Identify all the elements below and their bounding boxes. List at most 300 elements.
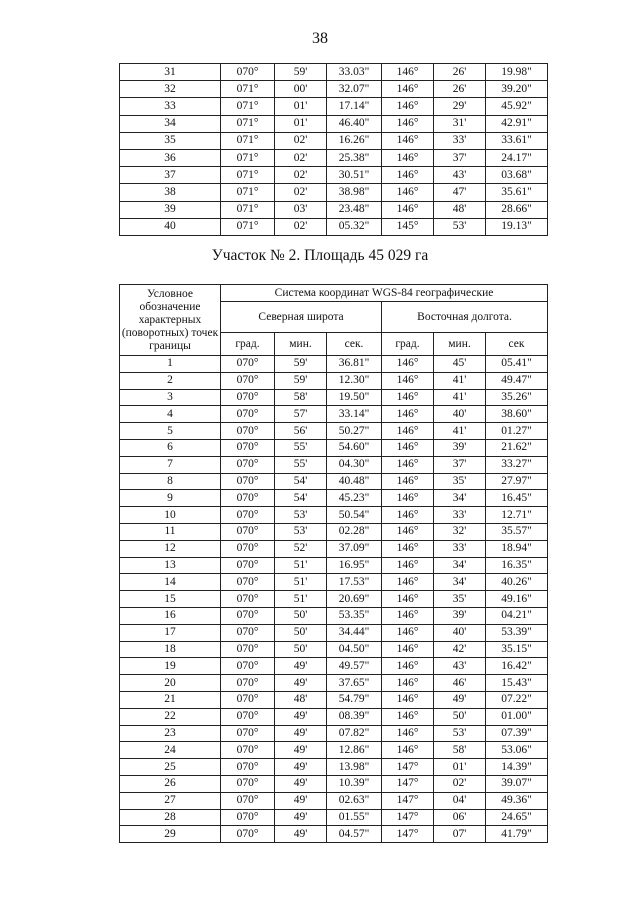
east-min-cell: 40' xyxy=(434,624,486,641)
table-row xyxy=(120,473,548,490)
north-deg-cell: 071° xyxy=(221,81,275,98)
east-sec-cell: 49.16" xyxy=(486,591,548,608)
east-deg-cell: 146° xyxy=(382,523,434,540)
east-deg-cell: 146° xyxy=(382,132,434,149)
north-sec-cell: 49.57" xyxy=(327,658,382,675)
north-deg-cell: 070° xyxy=(221,792,275,809)
east-min-cell: 33' xyxy=(434,507,486,524)
point-number-cell: 6 xyxy=(120,439,221,456)
north-min-cell: 00' xyxy=(275,81,327,98)
north-sec-cell: 33.14" xyxy=(327,406,382,423)
point-number-cell: 20 xyxy=(120,675,221,692)
point-number-cell: 8 xyxy=(120,473,221,490)
north-min-cell: 59' xyxy=(275,64,327,81)
table-row xyxy=(120,490,548,507)
north-deg-cell: 070° xyxy=(221,708,275,725)
east-min-cell: 26' xyxy=(434,81,486,98)
east-min-cell: 53' xyxy=(434,218,486,235)
east-min-cell: 39' xyxy=(434,607,486,624)
header-point-label: Условное обозначение характерных (поворотных) точек границы xyxy=(120,285,221,356)
east-min-cell: 46' xyxy=(434,675,486,692)
point-number-cell: 15 xyxy=(120,591,221,608)
north-sec-cell: 17.53" xyxy=(327,574,382,591)
point-number-cell: 21 xyxy=(120,691,221,708)
point-number-cell: 29 xyxy=(120,826,221,843)
north-min-cell: 49' xyxy=(275,809,327,826)
north-deg-cell: 070° xyxy=(221,607,275,624)
north-deg-cell: 071° xyxy=(221,132,275,149)
north-min-cell: 02' xyxy=(275,218,327,235)
north-sec-cell: 20.69" xyxy=(327,591,382,608)
north-min-cell: 50' xyxy=(275,624,327,641)
table-row xyxy=(120,389,548,406)
east-deg-cell: 146° xyxy=(382,591,434,608)
north-deg-cell: 070° xyxy=(221,641,275,658)
point-number-cell: 18 xyxy=(120,641,221,658)
east-deg-cell: 146° xyxy=(382,473,434,490)
north-min-cell: 50' xyxy=(275,641,327,658)
east-deg-cell: 147° xyxy=(382,809,434,826)
north-min-cell: 50' xyxy=(275,607,327,624)
header-coordinate-system: Система координат WGS-84 географические xyxy=(221,285,548,302)
point-number-cell: 2 xyxy=(120,372,221,389)
north-sec-cell: 02.63" xyxy=(327,792,382,809)
north-sec-cell: 34.44" xyxy=(327,624,382,641)
east-sec-cell: 03.68" xyxy=(486,167,548,184)
east-deg-cell: 146° xyxy=(382,406,434,423)
coordinates-table-section-2-body xyxy=(120,356,548,843)
table-row xyxy=(120,115,548,132)
east-sec-cell: 16.35" xyxy=(486,557,548,574)
east-min-cell: 43' xyxy=(434,167,486,184)
north-min-cell: 53' xyxy=(275,523,327,540)
east-deg-cell: 146° xyxy=(382,574,434,591)
point-number-cell: 24 xyxy=(120,742,221,759)
table-row xyxy=(120,574,548,591)
point-number-cell: 25 xyxy=(120,759,221,776)
table-row xyxy=(120,725,548,742)
east-deg-cell: 146° xyxy=(382,490,434,507)
east-deg-cell: 146° xyxy=(382,149,434,166)
east-min-cell: 39' xyxy=(434,439,486,456)
north-min-cell: 48' xyxy=(275,691,327,708)
north-sec-cell: 33.03" xyxy=(327,64,382,81)
table-row xyxy=(120,423,548,440)
east-deg-cell: 146° xyxy=(382,423,434,440)
table-row xyxy=(120,167,548,184)
north-sec-cell: 04.57" xyxy=(327,826,382,843)
east-min-cell: 40' xyxy=(434,406,486,423)
north-deg-cell: 070° xyxy=(221,540,275,557)
east-sec-cell: 53.39" xyxy=(486,624,548,641)
east-deg-cell: 146° xyxy=(382,708,434,725)
north-sec-cell: 10.39" xyxy=(327,775,382,792)
east-deg-cell: 146° xyxy=(382,557,434,574)
east-sec-cell: 41.79" xyxy=(486,826,548,843)
header-north-min: мин. xyxy=(275,333,327,356)
east-deg-cell: 146° xyxy=(382,658,434,675)
east-deg-cell: 146° xyxy=(382,167,434,184)
east-min-cell: 47' xyxy=(434,184,486,201)
east-deg-cell: 146° xyxy=(382,742,434,759)
north-sec-cell: 54.60" xyxy=(327,439,382,456)
north-sec-cell: 40.48" xyxy=(327,473,382,490)
coordinates-table-continued-body xyxy=(120,64,548,236)
north-deg-cell: 071° xyxy=(221,218,275,235)
east-min-cell: 50' xyxy=(434,708,486,725)
north-deg-cell: 070° xyxy=(221,742,275,759)
table-row xyxy=(120,540,548,557)
east-sec-cell: 07.22" xyxy=(486,691,548,708)
east-sec-cell: 01.00" xyxy=(486,708,548,725)
point-number-cell: 34 xyxy=(120,115,221,132)
east-deg-cell: 147° xyxy=(382,826,434,843)
north-min-cell: 57' xyxy=(275,406,327,423)
north-deg-cell: 070° xyxy=(221,64,275,81)
east-min-cell: 04' xyxy=(434,792,486,809)
table-row xyxy=(120,809,548,826)
north-sec-cell: 04.30" xyxy=(327,456,382,473)
north-sec-cell: 12.30" xyxy=(327,372,382,389)
east-deg-cell: 146° xyxy=(382,184,434,201)
north-deg-cell: 070° xyxy=(221,591,275,608)
north-min-cell: 49' xyxy=(275,708,327,725)
east-sec-cell: 35.26" xyxy=(486,389,548,406)
table-row xyxy=(120,218,548,235)
table-header xyxy=(120,285,548,356)
east-deg-cell: 146° xyxy=(382,115,434,132)
north-deg-cell: 070° xyxy=(221,507,275,524)
east-min-cell: 41' xyxy=(434,372,486,389)
east-min-cell: 26' xyxy=(434,64,486,81)
north-min-cell: 49' xyxy=(275,658,327,675)
north-sec-cell: 01.55" xyxy=(327,809,382,826)
east-deg-cell: 147° xyxy=(382,792,434,809)
east-min-cell: 35' xyxy=(434,591,486,608)
table-row xyxy=(120,372,548,389)
east-sec-cell: 19.13" xyxy=(486,218,548,235)
point-number-cell: 38 xyxy=(120,184,221,201)
east-min-cell: 35' xyxy=(434,473,486,490)
north-sec-cell: 13.98" xyxy=(327,759,382,776)
point-number-cell: 31 xyxy=(120,64,221,81)
north-sec-cell: 50.54" xyxy=(327,507,382,524)
east-sec-cell: 38.60" xyxy=(486,406,548,423)
east-sec-cell: 39.07" xyxy=(486,775,548,792)
north-sec-cell: 08.39" xyxy=(327,708,382,725)
point-number-cell: 23 xyxy=(120,725,221,742)
east-sec-cell: 18.94" xyxy=(486,540,548,557)
east-sec-cell: 27.97" xyxy=(486,473,548,490)
east-sec-cell: 12.71" xyxy=(486,507,548,524)
north-deg-cell: 070° xyxy=(221,523,275,540)
north-sec-cell: 25.38" xyxy=(327,149,382,166)
point-number-cell: 9 xyxy=(120,490,221,507)
east-sec-cell: 49.36" xyxy=(486,792,548,809)
north-sec-cell: 38.98" xyxy=(327,184,382,201)
north-deg-cell: 070° xyxy=(221,658,275,675)
east-sec-cell: 01.27" xyxy=(486,423,548,440)
north-min-cell: 02' xyxy=(275,132,327,149)
point-number-cell: 1 xyxy=(120,356,221,373)
table-row xyxy=(120,406,548,423)
coordinates-table-continued xyxy=(119,63,548,236)
north-deg-cell: 071° xyxy=(221,98,275,115)
east-min-cell: 07' xyxy=(434,826,486,843)
north-sec-cell: 45.23" xyxy=(327,490,382,507)
east-deg-cell: 146° xyxy=(382,456,434,473)
east-sec-cell: 45.92" xyxy=(486,98,548,115)
table-row xyxy=(120,792,548,809)
north-min-cell: 01' xyxy=(275,98,327,115)
north-deg-cell: 070° xyxy=(221,389,275,406)
header-east-min: мин. xyxy=(434,333,486,356)
east-sec-cell: 16.42" xyxy=(486,658,548,675)
east-min-cell: 58' xyxy=(434,742,486,759)
east-sec-cell: 19.98" xyxy=(486,64,548,81)
north-min-cell: 51' xyxy=(275,557,327,574)
east-deg-cell: 146° xyxy=(382,64,434,81)
table-row xyxy=(120,98,548,115)
point-number-cell: 39 xyxy=(120,201,221,218)
table-row xyxy=(120,742,548,759)
point-number-cell: 33 xyxy=(120,98,221,115)
east-sec-cell: 40.26" xyxy=(486,574,548,591)
header-north-sec: сек. xyxy=(327,333,382,356)
east-sec-cell: 33.27" xyxy=(486,456,548,473)
north-min-cell: 59' xyxy=(275,372,327,389)
north-sec-cell: 17.14" xyxy=(327,98,382,115)
point-number-cell: 27 xyxy=(120,792,221,809)
point-number-cell: 13 xyxy=(120,557,221,574)
east-min-cell: 06' xyxy=(434,809,486,826)
east-min-cell: 41' xyxy=(434,423,486,440)
north-deg-cell: 071° xyxy=(221,184,275,201)
point-number-cell: 26 xyxy=(120,775,221,792)
north-min-cell: 02' xyxy=(275,149,327,166)
east-min-cell: 34' xyxy=(434,557,486,574)
north-deg-cell: 070° xyxy=(221,691,275,708)
north-deg-cell: 070° xyxy=(221,439,275,456)
east-min-cell: 33' xyxy=(434,132,486,149)
east-sec-cell: 35.15" xyxy=(486,641,548,658)
east-sec-cell: 53.06" xyxy=(486,742,548,759)
table-row xyxy=(120,708,548,725)
east-sec-cell: 42.91" xyxy=(486,115,548,132)
north-min-cell: 02' xyxy=(275,167,327,184)
north-sec-cell: 19.50" xyxy=(327,389,382,406)
east-deg-cell: 146° xyxy=(382,439,434,456)
east-min-cell: 31' xyxy=(434,115,486,132)
point-number-cell: 32 xyxy=(120,81,221,98)
section-title: Участок № 2. Площадь 45 029 га xyxy=(211,247,429,264)
north-sec-cell: 50.27" xyxy=(327,423,382,440)
east-min-cell: 41' xyxy=(434,389,486,406)
table-row xyxy=(120,624,548,641)
east-deg-cell: 146° xyxy=(382,691,434,708)
table-row xyxy=(120,81,548,98)
east-sec-cell: 14.39" xyxy=(486,759,548,776)
north-sec-cell: 02.28" xyxy=(327,523,382,540)
table-row xyxy=(120,356,548,373)
north-deg-cell: 070° xyxy=(221,356,275,373)
north-min-cell: 49' xyxy=(275,759,327,776)
north-sec-cell: 16.26" xyxy=(327,132,382,149)
east-deg-cell: 146° xyxy=(382,201,434,218)
north-min-cell: 55' xyxy=(275,439,327,456)
north-deg-cell: 071° xyxy=(221,149,275,166)
north-sec-cell: 05.32" xyxy=(327,218,382,235)
east-deg-cell: 145° xyxy=(382,218,434,235)
east-min-cell: 43' xyxy=(434,658,486,675)
table-row xyxy=(120,591,548,608)
table-row xyxy=(120,507,548,524)
north-deg-cell: 070° xyxy=(221,775,275,792)
north-min-cell: 02' xyxy=(275,184,327,201)
coordinates-table-section-2 xyxy=(119,284,548,843)
north-min-cell: 51' xyxy=(275,591,327,608)
table-row xyxy=(120,826,548,843)
table-row xyxy=(120,149,548,166)
north-deg-cell: 070° xyxy=(221,557,275,574)
north-min-cell: 49' xyxy=(275,775,327,792)
header-north-deg: град. xyxy=(221,333,275,356)
east-sec-cell: 21.62" xyxy=(486,439,548,456)
north-sec-cell: 23.48" xyxy=(327,201,382,218)
east-min-cell: 32' xyxy=(434,523,486,540)
east-min-cell: 37' xyxy=(434,456,486,473)
east-deg-cell: 147° xyxy=(382,775,434,792)
table-row xyxy=(120,523,548,540)
table-row xyxy=(120,691,548,708)
east-min-cell: 34' xyxy=(434,490,486,507)
header-east-deg: град. xyxy=(382,333,434,356)
east-min-cell: 42' xyxy=(434,641,486,658)
north-sec-cell: 32.07" xyxy=(327,81,382,98)
east-deg-cell: 146° xyxy=(382,607,434,624)
east-sec-cell: 35.57" xyxy=(486,523,548,540)
north-sec-cell: 37.65" xyxy=(327,675,382,692)
north-sec-cell: 37.09" xyxy=(327,540,382,557)
point-number-cell: 19 xyxy=(120,658,221,675)
east-sec-cell: 07.39" xyxy=(486,725,548,742)
east-deg-cell: 146° xyxy=(382,675,434,692)
east-sec-cell: 15.43" xyxy=(486,675,548,692)
north-sec-cell: 46.40" xyxy=(327,115,382,132)
north-min-cell: 56' xyxy=(275,423,327,440)
north-deg-cell: 070° xyxy=(221,826,275,843)
east-deg-cell: 146° xyxy=(382,98,434,115)
north-min-cell: 49' xyxy=(275,742,327,759)
point-number-cell: 35 xyxy=(120,132,221,149)
north-min-cell: 55' xyxy=(275,456,327,473)
page-number: 38 xyxy=(312,30,328,47)
north-deg-cell: 070° xyxy=(221,624,275,641)
north-sec-cell: 54.79" xyxy=(327,691,382,708)
north-deg-cell: 070° xyxy=(221,372,275,389)
east-min-cell: 02' xyxy=(434,775,486,792)
north-min-cell: 59' xyxy=(275,356,327,373)
north-min-cell: 54' xyxy=(275,473,327,490)
table-row xyxy=(120,775,548,792)
north-sec-cell: 04.50" xyxy=(327,641,382,658)
east-deg-cell: 146° xyxy=(382,641,434,658)
east-deg-cell: 146° xyxy=(382,507,434,524)
point-number-cell: 40 xyxy=(120,218,221,235)
table-row xyxy=(120,456,548,473)
east-sec-cell: 39.20" xyxy=(486,81,548,98)
north-deg-cell: 070° xyxy=(221,423,275,440)
point-number-cell: 3 xyxy=(120,389,221,406)
east-min-cell: 33' xyxy=(434,540,486,557)
north-min-cell: 01' xyxy=(275,115,327,132)
table-row xyxy=(120,641,548,658)
east-deg-cell: 146° xyxy=(382,725,434,742)
table-row xyxy=(120,184,548,201)
point-number-cell: 4 xyxy=(120,406,221,423)
east-min-cell: 49' xyxy=(434,691,486,708)
north-sec-cell: 07.82" xyxy=(327,725,382,742)
table-row xyxy=(120,607,548,624)
table-row xyxy=(120,201,548,218)
table-row xyxy=(120,439,548,456)
north-min-cell: 49' xyxy=(275,675,327,692)
east-sec-cell: 49.47" xyxy=(486,372,548,389)
north-deg-cell: 071° xyxy=(221,201,275,218)
east-sec-cell: 35.61" xyxy=(486,184,548,201)
north-deg-cell: 070° xyxy=(221,456,275,473)
north-deg-cell: 070° xyxy=(221,809,275,826)
point-number-cell: 7 xyxy=(120,456,221,473)
north-sec-cell: 16.95" xyxy=(327,557,382,574)
north-min-cell: 49' xyxy=(275,725,327,742)
east-min-cell: 53' xyxy=(434,725,486,742)
east-min-cell: 29' xyxy=(434,98,486,115)
east-deg-cell: 146° xyxy=(382,624,434,641)
north-deg-cell: 070° xyxy=(221,473,275,490)
east-sec-cell: 24.65" xyxy=(486,809,548,826)
point-number-cell: 37 xyxy=(120,167,221,184)
north-sec-cell: 12.86" xyxy=(327,742,382,759)
header-east-sec: сек xyxy=(486,333,548,356)
north-deg-cell: 071° xyxy=(221,167,275,184)
north-deg-cell: 070° xyxy=(221,759,275,776)
north-min-cell: 58' xyxy=(275,389,327,406)
north-deg-cell: 070° xyxy=(221,725,275,742)
east-min-cell: 45' xyxy=(434,356,486,373)
east-sec-cell: 05.41" xyxy=(486,356,548,373)
east-min-cell: 48' xyxy=(434,201,486,218)
table-row xyxy=(120,759,548,776)
table-row xyxy=(120,64,548,81)
north-min-cell: 52' xyxy=(275,540,327,557)
point-number-cell: 16 xyxy=(120,607,221,624)
north-deg-cell: 070° xyxy=(221,574,275,591)
east-min-cell: 34' xyxy=(434,574,486,591)
north-deg-cell: 070° xyxy=(221,406,275,423)
point-number-cell: 17 xyxy=(120,624,221,641)
table-row xyxy=(120,132,548,149)
east-sec-cell: 28.66" xyxy=(486,201,548,218)
point-number-cell: 14 xyxy=(120,574,221,591)
east-deg-cell: 146° xyxy=(382,356,434,373)
table-row xyxy=(120,658,548,675)
north-sec-cell: 53.35" xyxy=(327,607,382,624)
header-north-latitude: Северная широта xyxy=(221,302,382,333)
point-number-cell: 10 xyxy=(120,507,221,524)
table-row xyxy=(120,557,548,574)
east-min-cell: 01' xyxy=(434,759,486,776)
